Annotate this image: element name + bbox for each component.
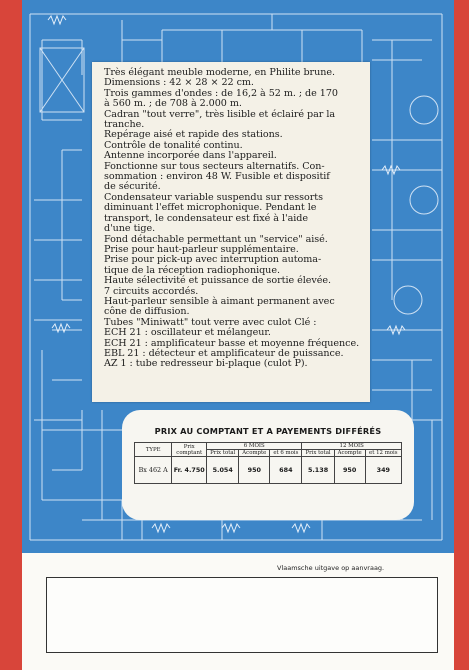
spec-line: Condensateur variable suspendu sur ressorts	[104, 191, 323, 203]
header-deposit-6: Acompte	[239, 450, 270, 457]
spec-line: EBL 21 : détecteur et amplificateur de puissance.	[104, 347, 344, 359]
cell-monthly-12: 349	[365, 457, 401, 484]
specifications-panel	[92, 62, 370, 402]
spec-line: tique de la réception radiophonique.	[104, 264, 280, 276]
table-row	[135, 457, 402, 484]
cell-total-6: 5.054	[207, 457, 239, 484]
header-monthly-6: et 6 mois	[270, 450, 302, 457]
header-twelve-months: 12 MOIS	[302, 443, 402, 450]
spec-line: Contrôle de tonalité continu.	[104, 139, 243, 151]
spec-line: diminuant l'effet microphonique. Pendant le	[104, 202, 317, 214]
dealer-stamp-box	[46, 577, 438, 653]
cell-type: Bx 462 A	[135, 457, 172, 484]
spec-line: tranche.	[104, 119, 145, 131]
spec-line: d'une tige.	[104, 223, 156, 235]
cell-monthly-6: 684	[270, 457, 302, 484]
spec-line: ECH 21 : amplificateur basse et moyenne fréquence.	[104, 337, 360, 349]
spec-line: 7 circuits accordés.	[104, 285, 199, 297]
spec-line: Prise pour pick-up avec interruption automa-	[104, 254, 322, 266]
header-type: TYPE	[135, 443, 172, 457]
header-six-months: 6 MOIS	[207, 443, 302, 450]
spec-line: Prise pour haut-parleur supplémentaire.	[104, 243, 299, 255]
spec-line: Haut-parleur sensible à aimant permanent avec	[104, 295, 335, 307]
spec-line: à 560 m. ; de 708 à 2.000 m.	[104, 98, 242, 110]
header-monthly-12: et 12 mois	[365, 450, 401, 457]
header-cash: Prix comptant	[172, 443, 207, 457]
spec-line: Repérage aisé et rapide des stations.	[104, 129, 283, 141]
cell-deposit-6: 950	[239, 457, 270, 484]
header-total-6: Prix total	[207, 450, 239, 457]
spec-line: ECH 21 : oscillateur et mélangeur.	[104, 327, 271, 339]
spec-line: AZ 1 : tube redresseur bi-plaque (culot P).	[104, 358, 308, 370]
spec-line: de sécurité.	[104, 181, 161, 193]
spec-line: Tubes "Miniwatt" tout verre avec culot Clé :	[104, 316, 317, 328]
spec-line: Très élégant meuble moderne, en Philite brune.	[104, 67, 335, 78]
spec-line: Fonctionne sur tous secteurs alternatifs. Con-	[104, 160, 325, 172]
spec-line: Dimensions : 42 × 28 × 22 cm.	[104, 77, 254, 89]
spec-line: Fond détachable permettant un "service" aisé.	[104, 233, 328, 245]
cell-cash: Fr. 4.750	[172, 457, 207, 484]
price-table	[134, 442, 402, 484]
cell-total-12: 5.138	[302, 457, 334, 484]
flemish-edition-note: Vlaamsche uitgave op aanvraag.	[277, 564, 385, 572]
cell-deposit-12: 950	[334, 457, 365, 484]
spec-line: Cadran "tout verre", très lisible et éclairé par la	[104, 108, 336, 120]
spec-line: sommation : environ 48 W. Fusible et dispositif	[104, 171, 330, 183]
spec-line: transport, le condensateur est fixé à l'aide	[104, 212, 308, 224]
spec-line: Haute sélectivité et puissance de sortie élevée.	[104, 275, 332, 287]
price-table-card	[122, 410, 414, 520]
spec-line: cône de diffusion.	[104, 306, 190, 318]
spec-line: Trois gammes d'ondes : de 16,2 à 52 m. ; de 170	[104, 87, 338, 99]
spec-line: Antenne incorporée dans l'appareil.	[104, 150, 277, 162]
brochure-page	[22, 0, 454, 670]
price-table-title: PRIX AU COMPTANT ET A PAYEMENTS DIFFÉRÉS	[154, 426, 382, 436]
header-deposit-12: Acompte	[334, 450, 365, 457]
header-total-12: Prix total	[302, 450, 334, 457]
